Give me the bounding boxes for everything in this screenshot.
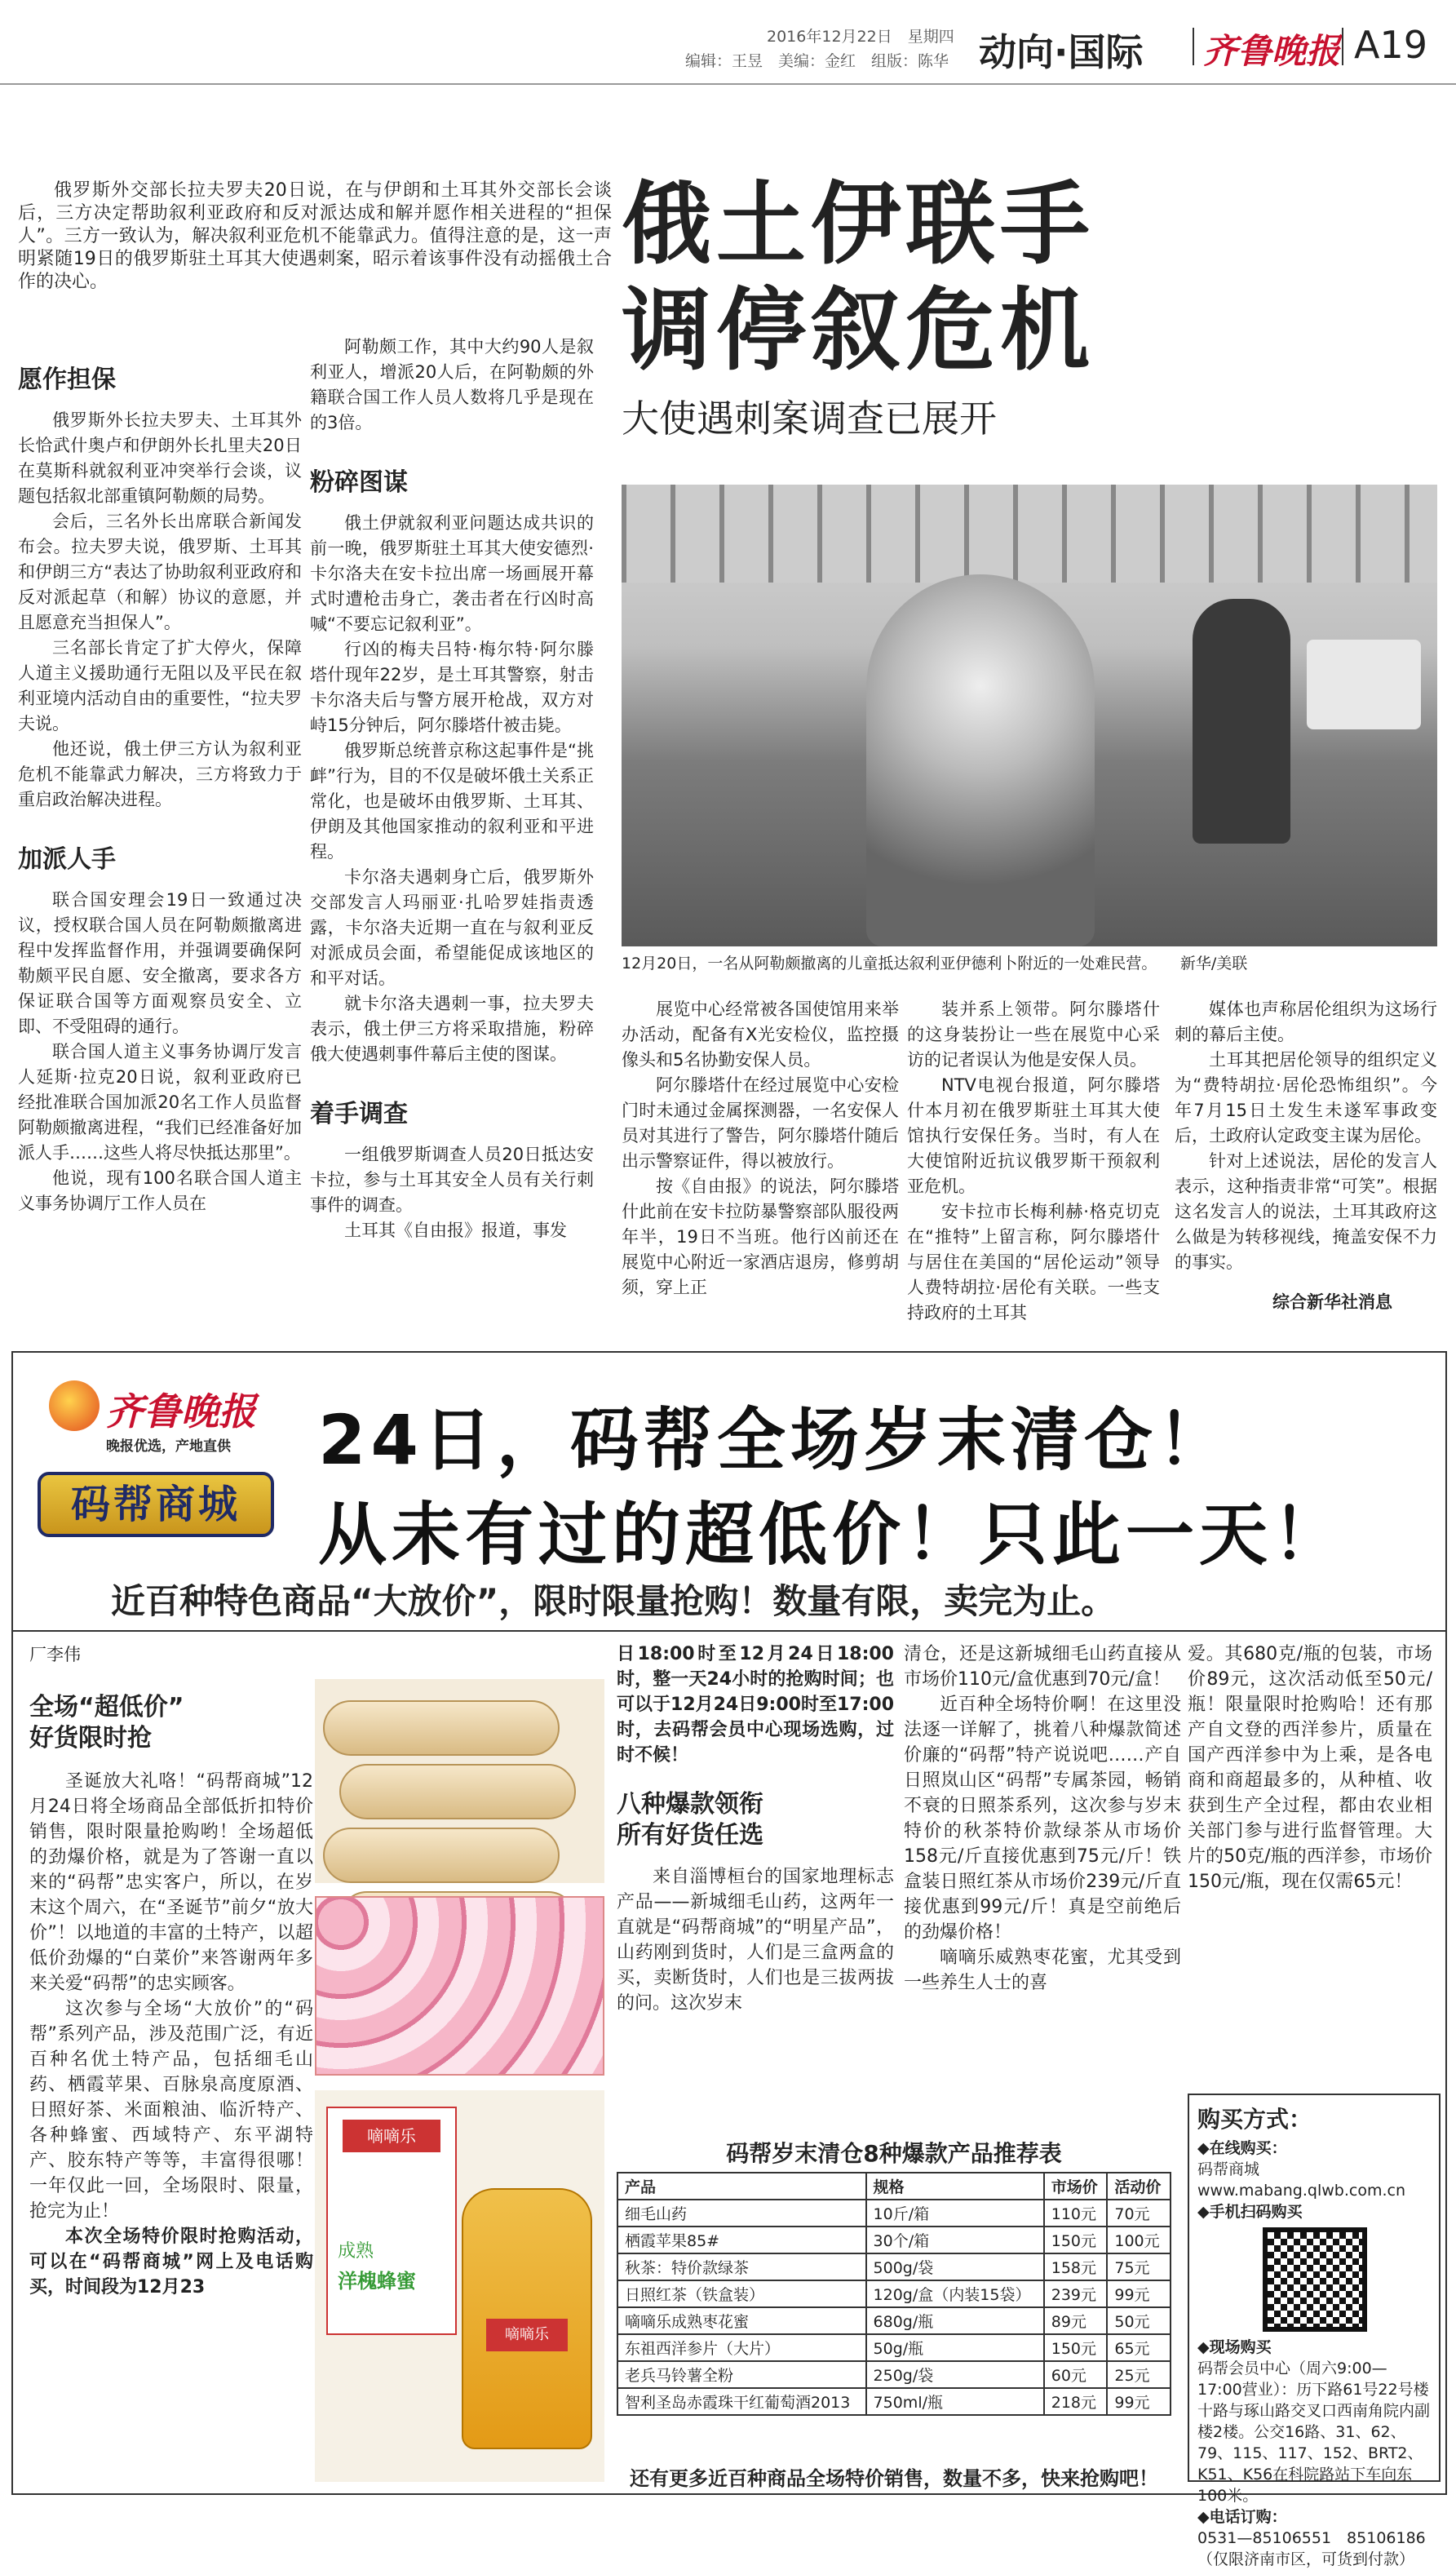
paper-logo: 齐鲁晚报 xyxy=(1203,31,1341,71)
table-cell: 智利圣岛赤霞珠干红葡萄酒2013 xyxy=(617,2388,866,2415)
ad-column-c: 清仓，还是这新城细毛山药直接从市场价110元/盒优惠到70元/盒！ 近百种全场特价啊！在这里没法逐一详解了，挑着八种爆款简述价廉的“码帮”特产说说吧……产自日照岚山区“码帮”专属茶园，畅销不衰的日照茶系列，这次参与岁末特价的秋茶特价款绿茶从市场价158元/斤直接优惠到75元/斤！铁盒装日照红茶从市场价239元/斤直接优惠到99元/斤！真是空前绝后的劲爆价格！ 嘀嘀乐威熟枣花蜜，尤其受到一些养生人士的喜 xyxy=(904,1644,1181,1993)
advertisement xyxy=(11,1351,1447,2568)
buy-box xyxy=(1188,2094,1441,2568)
buy-methods-offline xyxy=(1197,2337,1431,2570)
section-heading: 着手调查 xyxy=(310,1100,408,1128)
paragraph: 一组俄罗斯调查人员20日抵达安卡拉，参与土耳其安全人员有关行刺事件的调查。 xyxy=(310,1145,594,1215)
ad-section-heading-1a: 全场“超低价” xyxy=(29,1693,184,1721)
table-row xyxy=(617,2388,1171,2415)
buy-line: 码帮商城 xyxy=(1197,2160,1260,2178)
table-row xyxy=(617,2307,1171,2334)
paragraph: 安卡拉市长梅利赫·格克切克在“推特”上留言称，阿尔滕塔什与居住在美国的“居伦运动”领导人费特胡拉·居伦有关联。一些支持政府的土耳其 xyxy=(907,1202,1160,1323)
buy-line: ◆在线购买： xyxy=(1197,2139,1287,2157)
paragraph: 土耳其把居伦领导的组织定义为“费特胡拉·居伦恐怖组织”。今年7月15日土发生未遂军事政变后，土政府认定政变主谋为居伦。 xyxy=(1175,1050,1437,1145)
ad-section-heading-1b: 好货限时抢 xyxy=(29,1724,152,1752)
paragraph: 俄罗斯外长拉夫罗夫、土耳其外长恰武什奥卢和伊朗外长扎里夫20日在莫斯科就叙利亚冲突举行会谈，议题包括叙北部重镇阿勒颇的局势。 xyxy=(18,410,302,506)
table-cell: 25元 xyxy=(1107,2361,1171,2388)
table-cell: 栖霞苹果85# xyxy=(617,2227,866,2253)
paragraph: 行凶的梅夫吕特·梅尔特·阿尔滕塔什现年22岁，是土耳其警察，射击卡尔洛夫后与警方展开枪战，双方对峙15分钟后，阿尔滕塔什被击毙。 xyxy=(310,640,594,735)
ad-logo-text: 齐鲁晚报 xyxy=(106,1389,256,1433)
paragraph: 装并系上领带。阿尔滕塔什的这身装扮让一些在展览中心采访的记者误认为他是安保人员。 xyxy=(907,999,1160,1070)
table-cell: 嘀嘀乐成熟枣花蜜 xyxy=(617,2307,866,2334)
buy-line: ◆现场购买 xyxy=(1197,2338,1272,2356)
table-cell: 东祖西洋参片（大片） xyxy=(617,2334,866,2361)
ad-tagline: 近百种特色商品“大放价”，限时限量抢购！数量有限，卖完为止。 xyxy=(111,1581,1116,1621)
table-cell: 75元 xyxy=(1107,2253,1171,2280)
article-column-4 xyxy=(907,997,1160,1326)
paragraph: 阿勒颇工作，其中大约90人是叙利亚人，增派20人后，在阿勒颇的外籍联合国工作人员人数将几乎是现在的3倍。 xyxy=(310,337,594,432)
paragraph: 就卡尔洛夫遇刺一事，拉夫罗夫表示，俄土伊三方将采取措施，粉碎俄大使遇刺事件幕后主使的图谋。 xyxy=(310,994,594,1064)
buy-line: 0531—85106551 85106186 xyxy=(1197,2529,1426,2547)
section-heading: 粉碎图谋 xyxy=(310,468,408,497)
table-cell: 老兵马铃薯全粉 xyxy=(617,2361,866,2388)
buy-title: 购买方式： xyxy=(1197,2106,1312,2133)
ad-logo-slogan: 晚报优选，产地直供 xyxy=(106,1438,231,1455)
product-image-honey xyxy=(315,2090,604,2482)
section-title: 动向·国际 xyxy=(979,30,1144,74)
photo-roof xyxy=(622,485,1437,583)
section-heading: 加派人手 xyxy=(18,845,116,874)
table-cell: 日照红茶（铁盒装） xyxy=(617,2280,866,2307)
product-image-apples xyxy=(315,1896,604,2076)
table-row xyxy=(617,2280,1171,2307)
article-column-3 xyxy=(622,997,899,1301)
ad-section-heading-2a: 八种爆款领衔 xyxy=(617,1790,763,1819)
table-row xyxy=(617,2200,1171,2227)
buy-line: 码帮会员中心（周六9:00—17:00营业）：历下路61号22号楼十路与琢山路交叉口西南角院内副楼2楼。公交16路、31、62、79、115、117、152、BRT2、K51、K56在科院路站下车向东100米。 xyxy=(1197,2360,1431,2505)
qr-code xyxy=(1263,2227,1367,2332)
table-cell: 70元 xyxy=(1107,2200,1171,2227)
paragraph: 媒体也声称居伦组织为这场行刺的幕后主使。 xyxy=(1175,999,1437,1044)
table-cell: 158元 xyxy=(1044,2253,1108,2280)
page-number: A19 xyxy=(1354,23,1428,67)
ad-byline: 厂李伟 xyxy=(29,1645,81,1664)
paragraph: 土耳其《自由报》报道，事发 xyxy=(344,1221,567,1240)
honey-jar-label: 嘀嘀乐 xyxy=(486,2319,568,2351)
table-cell: 750ml/瓶 xyxy=(866,2388,1044,2415)
table-cell: 50g/瓶 xyxy=(866,2334,1044,2361)
table-cell: 60元 xyxy=(1044,2361,1108,2388)
honey-box-label: 成熟 xyxy=(338,2241,374,2262)
buy-line: www.mabang.qlwb.com.cn xyxy=(1197,2182,1405,2200)
table-cell: 218元 xyxy=(1044,2388,1108,2415)
article-column-1 xyxy=(18,359,302,1216)
paragraph: 俄罗斯总统普京称这起事件是“挑衅”行为，目的不仅是破坏俄土关系正常化，也是破坏由俄罗斯、土耳其、伊朗及其他国家推动的叙利亚和平进程。 xyxy=(310,741,594,862)
table-cell: 65元 xyxy=(1107,2334,1171,2361)
article-source: 综合新华社消息 xyxy=(1272,1292,1392,1312)
table-cell: 99元 xyxy=(1107,2280,1171,2307)
editor-line: 编辑：王昱 美编：金红 组版：陈华 xyxy=(685,52,949,70)
paragraph: 他说，现有100名联合国人道主义事务协调厅工作人员在 xyxy=(18,1168,302,1213)
table-cell: 10斤/箱 xyxy=(866,2200,1044,2227)
headline-line-1: 俄土伊联手 xyxy=(622,172,1095,277)
table-footnote: 还有更多近百种商品全场特价销售，数量不多，快来抢购吧！ xyxy=(630,2467,1158,2490)
table-header-cell: 规格 xyxy=(866,2173,1044,2200)
masthead xyxy=(0,0,1456,85)
date-line: 2016年12月22日 星期四 xyxy=(767,28,954,46)
table-cell: 30个/箱 xyxy=(866,2227,1044,2253)
ad-headline-2: 从未有过的超低价！只此一天！ xyxy=(318,1495,1347,1575)
table-cell: 500g/袋 xyxy=(866,2253,1044,2280)
paragraph: 联合国安理会19日一致通过决议，授权联合国人员在阿勒颇撤离进程中发挥监督作用，并强调要确保阿勒颇平民自愿、安全撤离，要求各方保证联合国等方面观察员安全、立即、不受阻碍的通行。 xyxy=(18,890,302,1036)
paragraph: 联合国人道主义事务协调厅发言人延斯·拉克20日说，叙利亚政府已经批准联合国加派20名工作人员监督阿勒颇撤离进程，“我们已经准备好加派人手……这些人将尽快抵达那里”。 xyxy=(18,1042,302,1163)
table-cell: 250g/袋 xyxy=(866,2361,1044,2388)
honey-box-label: 嘀嘀乐 xyxy=(343,2120,440,2152)
table-cell: 120g/盒（内装15袋） xyxy=(866,2280,1044,2307)
ad-tagline-rule xyxy=(13,1630,1445,1632)
masthead-divider xyxy=(1193,28,1194,65)
paragraph: 卡尔洛夫遇刺身亡后，俄罗斯外交部发言人玛丽亚·扎哈罗娃指责透露，卡尔洛夫近期一直在与叙利亚反对派成员会面，希望能促成该地区的和平对话。 xyxy=(310,867,594,988)
ad-column-d: 爱。其680克/瓶的包装，市场价89元，这次活动低至50元/瓶！限量限时抢购哈！还有那产自文登的西洋参片，质量在国产西洋参中为上乘，是各电商和商超最多的，从种植、收获到生产全过程，都由农业相关部门参与进行监督管理。大片的50克/瓶的西洋参，市场价150元/瓶，现在仅需65元！ xyxy=(1188,1644,1432,1892)
promo-table xyxy=(617,2172,1171,2416)
table-cell: 89元 xyxy=(1044,2307,1108,2334)
headline xyxy=(622,171,1437,447)
paragraph: 按《自由报》的说法，阿尔滕塔什此前在安卡拉防暴警察部队服役两年半，19日不当班。他行凶前还在展览中心附近一家酒店退房，修剪胡须，穿上正 xyxy=(622,1176,899,1297)
news-photo xyxy=(622,485,1437,946)
table-cell: 细毛山药 xyxy=(617,2200,866,2227)
article-column-5 xyxy=(1175,997,1437,1275)
ad-column-a: 厂李伟 全场“超低价” 好货限时抢 圣诞放大礼咯！“码帮商城”12月24日将全场商品全部低折扣特价销售，限时限量抢购哟！全场超低的劲爆价格，就是为了答谢一直以来的“码帮”忠实客户，所以，在岁末这个周六，在“圣诞节”前夕“放大价”！以地道的丰富的土特产，以超低价劲爆的“白菜价”来答谢两年多来关爱“码帮”的忠实顾客。 这次参与全场“大放价”的“码帮”系列产品，涉及范围广泛，有近百种名优土特产品，包括细毛山药、栖霞苹果、百脉泉高度原酒、日照好茶、米面粮油、临沂特产、各种蜂蜜、西域特产、东平湖特产、胶东特产等等，丰富得很哪！一年仅此一回，全场限时、限量，抢完为止！ 本次全场特价限时抢购活动，可以在“码帮商城”网上及电话购买，时间段为12月23 xyxy=(29,1642,313,2300)
table-header-cell: 产品 xyxy=(617,2173,866,2200)
table-title: 码帮岁末清仓8种爆款产品推荐表 xyxy=(726,2140,1062,2167)
section-heading: 愿作担保 xyxy=(18,366,116,394)
table-cell: 680g/瓶 xyxy=(866,2307,1044,2334)
paragraph: 阿尔滕塔什在经过展览中心安检门时未通过金属探测器，一名安保人员对其进行了警告，阿尔滕塔什随后出示警察证件，得以被放行。 xyxy=(622,1075,899,1171)
photo-bus xyxy=(1307,640,1421,729)
buy-line: （仅限济南市区，可货到付款） xyxy=(1197,2550,1415,2568)
table-cell: 99元 xyxy=(1107,2388,1171,2415)
table-header-row xyxy=(617,2173,1171,2200)
table-row xyxy=(617,2253,1171,2280)
table-cell: 110元 xyxy=(1044,2200,1108,2227)
paragraph: 展览中心经常被各国使馆用来举办活动，配备有X光安检仪，监控摄像头和5名协勤安保人员。 xyxy=(622,999,899,1070)
headline-line-2: 调停叙危机 xyxy=(622,278,1095,383)
paragraph: 三名部长肯定了扩大停火，保障人道主义援助通行无阻以及平民在叙利亚境内活动自由的重要性，“拉夫罗夫说。 xyxy=(18,638,302,733)
buy-line: ◆手机扫码购买 xyxy=(1197,2203,1303,2221)
table-header-cell: 市场价 xyxy=(1044,2173,1108,2200)
photo-child xyxy=(866,574,1095,946)
ad-logo xyxy=(49,1377,294,1434)
article-column-2 xyxy=(310,335,594,1243)
paragraph: 他还说，俄土伊三方认为叙利亚危机不能靠武力解决，三方将致力于重启政治解决进程。 xyxy=(18,739,302,809)
ad-section-heading-2b: 所有好货任选 xyxy=(617,1821,763,1850)
photo-people xyxy=(1193,599,1290,844)
article-lead: 俄罗斯外交部长拉夫罗夫20日说，在与伊朗和土耳其外交部长会谈后，三方决定帮助叙利亚政府和反对派达成和解并愿作相关进程的“担保人”。三方一致认为，解决叙利亚危机不能靠武力。值得注意的是，这一声明紧随19日的俄罗斯驻土耳其大使遇刺案，昭示着该事件没有动摇俄土合作的决心。 xyxy=(18,180,612,292)
table-cell: 50元 xyxy=(1107,2307,1171,2334)
paragraph: 会后，三名外长出席联合新闻发布会。拉夫罗夫说，俄罗斯、土耳其和伊朗三方“表达了协助叙利亚政府和反对派起草（和解）协议的意愿，并且愿意充当担保人”。 xyxy=(18,512,302,632)
paragraph: 俄土伊就叙利亚问题达成共识的前一晚，俄罗斯驻土耳其大使安德烈·卡尔洛夫在安卡拉出席一场画展开幕式时遭枪击身亡，袭击者在行凶时高喊“不要忘记叙利亚”。 xyxy=(310,513,594,634)
subheadline: 大使遇刺案调查已展开 xyxy=(622,397,997,441)
table-row xyxy=(617,2361,1171,2388)
honey-box-label: 洋槐蜂蜜 xyxy=(338,2270,416,2293)
mabang-badge: 码帮商城 xyxy=(38,1472,274,1537)
table-cell: 秋茶：特价款绿茶 xyxy=(617,2253,866,2280)
masthead-divider xyxy=(1342,28,1343,65)
paragraph: NTV电视台报道，阿尔滕塔什本月初在俄罗斯驻土耳其大使馆执行安保任务。当时，有人在大使馆附近抗议俄罗斯干预叙利亚危机。 xyxy=(907,1075,1160,1196)
table-row xyxy=(617,2227,1171,2253)
buy-line: ◆电话订购： xyxy=(1197,2508,1287,2526)
ad-column-b: 日18:00时至12月24日18:00时，整一天24小时的抢购时间；也可以于12月24日9:00时至17:00时，去码帮会员中心现场选购，过时不候！ 八种爆款领衔 所有好货任选 来自淄博桓台的国家地理标志产品——新城细毛山药，这两年一直就是“码帮商城”的“明星产品”，山药刚到货时，人们是三盒两盒的买，卖断货时，人们也是三拔两拔的问。这次岁末 xyxy=(617,1644,894,2014)
ad-headline-1: 24日，码帮全场岁末清仓！ xyxy=(318,1400,1231,1480)
table-cell: 239元 xyxy=(1044,2280,1108,2307)
table-row xyxy=(617,2334,1171,2361)
table-cell: 150元 xyxy=(1044,2227,1108,2253)
table-header-cell: 活动价 xyxy=(1107,2173,1171,2200)
table-cell: 100元 xyxy=(1107,2227,1171,2253)
product-image-yam xyxy=(315,1679,604,1883)
ad-logo-mark xyxy=(49,1380,100,1431)
paragraph: 针对上述说法，居伦的发言人表示，这种指责非常“可笑”。根据这名发言人的说法，土耳其政府这么做是为转移视线，掩盖安保不力的事实。 xyxy=(1175,1151,1437,1272)
masthead-rule xyxy=(0,83,1456,85)
buy-methods-online xyxy=(1197,2138,1431,2222)
table-cell: 150元 xyxy=(1044,2334,1108,2361)
photo-caption: 12月20日，一名从阿勒颇撤离的儿童抵达叙利亚伊德利卜附近的一处难民营。 新华/美联 xyxy=(622,955,1248,973)
